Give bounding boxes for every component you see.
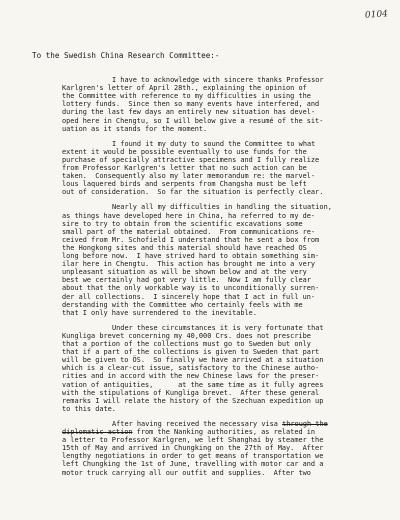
text-line: rities and in accord with the new Chinese laws for the preser- — [62, 372, 320, 381]
struck-text: diplomatic action — [62, 428, 133, 436]
text-line: the Committee with reference to my difficulties in using the — [62, 92, 311, 101]
text-line: which is a clear-cut issue, satisfactory to the Chinese autho- — [62, 364, 320, 373]
text-line: After having received the necessary visa through the — [112, 419, 328, 428]
text-line: Under these circumstances it is very fortunate that — [112, 323, 324, 332]
text-line: ilar here in Chengtu. This action has brought me into a very — [62, 260, 316, 269]
text-line: that I only have surrendered to the inevitable. — [62, 308, 257, 317]
struck-text: through the — [282, 419, 328, 428]
text-line: uation as it stands for the moment. — [62, 124, 208, 133]
text-line: diplomatic action from the Nanking authorities, as related in — [62, 428, 316, 436]
text-line: I have to acknowledge with sincere thanks Professor — [112, 76, 324, 84]
text-line: 15th of May and arrived in Chungking on the 27th of May. After — [62, 444, 324, 453]
text-line: to this date. — [62, 404, 116, 413]
text-line: about that the only workable way is to unconditionally surren- — [62, 284, 320, 293]
text-line: from Professor Karlgren's letter that no such action can be — [62, 164, 307, 172]
text-line: motor truck carrying all our outfit and supplies. After two — [62, 468, 311, 477]
text-line: that if a part of the collections is given to Sweden that part — [62, 348, 320, 357]
text-line: will be given to ÖS. So finally we have arrived at a situation — [62, 356, 324, 365]
text-line: extent it would be possible eventually to use funds for the — [62, 147, 307, 156]
text-line: Kungliga brevet concerning my 40,000 Crs. does not prescribe — [62, 331, 311, 340]
text-line: with the stipulations of Kungliga brevet. After these general — [62, 388, 320, 397]
page-number: 0104 — [364, 9, 389, 21]
letter-addressee: To the Swedish China Research Committee:- — [32, 51, 220, 60]
text-line: unpleasant situation as will be shown below and at the very — [62, 268, 307, 277]
text-line: Nearly all my difficulties in handling the situation, — [112, 203, 332, 212]
text-line: best we certainly had got very little. Now I am fully clear — [62, 276, 311, 285]
text-line: that a portion of the collections must go to Sweden but only — [62, 340, 311, 348]
text-line: ceived from Mr. Schofield I understand that he sent a box from — [62, 235, 320, 244]
text-line: as things have developed here in China, ha referred to my de- — [62, 211, 316, 220]
text-line: lottery funds. Since then so many events have interfered, and — [62, 100, 320, 109]
text-line: a letter to Professor Karlgren, we left Shanghai by steamer the — [62, 436, 324, 445]
text-line: der all collections. I sincerely hope that I act in full un- — [62, 292, 316, 301]
text-line: small part of the material obtained. From communications re- — [62, 227, 316, 236]
text-line: sire to try to obtain from the scientific excavations some — [62, 219, 303, 228]
text-line: during the last few days an entirely new situation has devel- — [62, 108, 316, 117]
text-line: remarks I will relate the history of the Szechuan expedition up — [62, 396, 324, 405]
text-line: derstanding with the Committee who certainly feels with me — [62, 300, 303, 309]
text-line: lous laquered birds and serpents from Changsha must be left — [62, 180, 307, 189]
text-line: purchase of specially attractive specimens and I fully realize — [62, 155, 320, 164]
text-line: Karlgren's letter of April 28th., explaining the opinion of — [62, 84, 307, 93]
text-line: vation of antiquities, at the same time as it fully agrees — [62, 380, 324, 389]
text-line: out of consideration. So far the situation is perfectly clear. — [62, 188, 324, 197]
text-line: oped here in Chengtu, so I will below give a resumé of the sit- — [62, 116, 324, 125]
text-line: taken. Consequently also my later memorandum re: the marvel- — [62, 172, 316, 181]
text-line: lengthy negotiations in order to get means of transportation we — [62, 452, 324, 461]
text-line: I found it my duty to sound the Committee to what — [112, 139, 316, 148]
text-line: the Hongkong sites and this material should have reached OS — [62, 243, 307, 252]
text-line: long before now. I have strived hard to obtain something sim- — [62, 252, 320, 260]
text-line: left Chungking the 1st of June, travelling with motor car and a — [62, 460, 324, 469]
